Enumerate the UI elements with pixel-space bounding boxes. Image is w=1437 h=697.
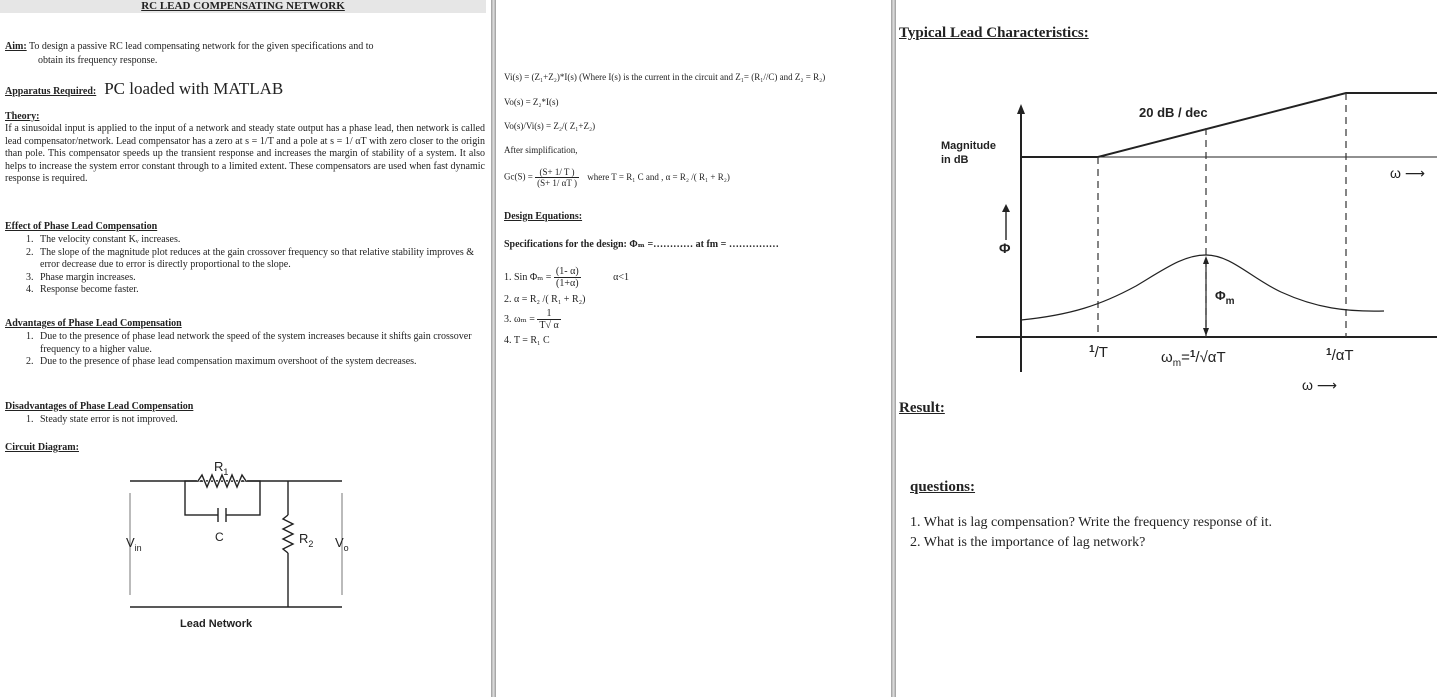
result-label: Result: [899, 400, 945, 416]
document-page-2 [496, 0, 891, 697]
effect-list [0, 234, 476, 297]
question-1: 1. What is lag compensation? Write the frequency response of it. [910, 515, 1273, 530]
de1-denominator: (1+α) [556, 278, 579, 289]
list-item: 2. The slope of the magnitude plot reduces at the gain crossover frequency so that relative stability improves & error decrease due to error is directly proportional to the slope. [36, 247, 476, 272]
advantages-list [0, 331, 486, 369]
gc-numerator: (S+ 1/ T ) [535, 167, 579, 178]
list-item: 2. Due to the presence of phase lead compensation maximum overshoot of the system decreases. [36, 356, 486, 369]
vin-label: $V_{in}$ [126, 535, 142, 553]
question-2: 2. What is the importance of lag network? [910, 535, 1146, 550]
design-eq-1 [504, 266, 629, 289]
magnitude-label-1: Magnitude [941, 140, 996, 152]
design-equations-label: Design Equations: [504, 211, 583, 222]
de3-lhs: 3. ωₘ = [504, 313, 538, 325]
r1-c-parallel-loop [185, 481, 260, 515]
gc-where: where T = R₁ C and , α = R₂ /( R₁ + R₂) [587, 171, 730, 182]
aim-line-2: obtain its frequency response. [38, 55, 158, 66]
questions-label: questions: [910, 479, 976, 495]
phi-label: Φ [999, 240, 1011, 256]
list-item: 3. Phase margin increases. [36, 272, 476, 285]
list-item: 1. The velocity constant Kᵥ increases. [36, 234, 476, 247]
list-item: 1. Due to the presence of phase lead network the speed of the system increases because it shifts gain crossover frequency to a higher value. [36, 331, 486, 356]
spec-line: Specifications for the design: Φₘ =………… at fm = …………… [504, 239, 779, 250]
advantages-label: Advantages of Phase Lead Compensation [5, 318, 182, 329]
de1-condition: α<1 [613, 271, 630, 283]
de1-lhs: 1. Sin Φₘ = [504, 271, 554, 283]
phi-arrowhead-icon [1002, 204, 1010, 212]
document-page-1 [0, 0, 491, 697]
gc-equation [504, 167, 730, 188]
r1-label: $R_1$ [214, 459, 229, 477]
title-bar [0, 0, 486, 13]
tick-1-over-t: $^1$/T [1089, 344, 1108, 361]
omega-arrow-label: ω ⟶ [1390, 165, 1425, 181]
gc-lhs: Gc(S) = [504, 171, 536, 182]
apparatus-label: Apparatus Required: [5, 86, 97, 97]
disadvantages-label: Disadvantages of Phase Lead Compensation [5, 401, 194, 412]
circuit-caption: Lead Network [180, 618, 253, 630]
theory-label: Theory: [5, 111, 40, 122]
phi-m-arrow-down-icon [1203, 328, 1209, 336]
circuit-label: Circuit Diagram: [5, 442, 79, 453]
equation-vi: Vi(s) = (Z₁+Z₂)*I(s) (Where I(s) is the current in the circuit and Z₁= (R₁//C) and Z₂ = R₂) [504, 72, 826, 82]
lead-characteristics-plot [896, 60, 1437, 400]
slope-label: 20 dB / dec [1139, 105, 1208, 120]
c-label: C [215, 530, 224, 544]
after-simplification: After simplification, [504, 145, 578, 155]
equation-transfer: Vo(s)/Vi(s) = Z₂/( Z₁+Z₂) [504, 121, 596, 131]
magnitude-curve [1021, 93, 1437, 157]
aim-line-1: To design a passive RC lead compensating network for the given specifications and to [29, 41, 374, 52]
omega-axis-label: ω ⟶ [1302, 377, 1337, 393]
resistor-r2-icon [283, 515, 293, 553]
axis-arrow-icon [1017, 104, 1025, 114]
design-eq-2: 2. α = R₂ /( R₁ + R₂) [504, 294, 586, 305]
list-item: 4. Response become faster. [36, 284, 476, 297]
document-page-3 [896, 0, 1437, 697]
effect-label: Effect of Phase Lead Compensation [5, 221, 158, 232]
de1-numerator: (1- α) [555, 266, 579, 277]
disadvantages-list [0, 414, 476, 427]
phase-curve [1021, 255, 1384, 320]
equation-vo: Vo(s) = Z₂*I(s) [504, 97, 559, 107]
r2-label: $R_2$ [299, 531, 314, 549]
gc-denominator: (S+ 1/ αT ) [537, 178, 577, 188]
tick-1-over-alpha-t: $^1$/αT [1326, 347, 1354, 364]
document-title: RC LEAD COMPENSATING NETWORK [141, 0, 345, 12]
theory-paragraph: If a sinusoidal input is applied to the input of a network and steady state output has a phase lead, then network is called lead compensator/network. Lead compensator has a zero at s = 1/T and a pole at s = 1/ αT with zero closer to the origin than pole. This compensator speeds up the transient response and increases the margin of stability of a system. It also helps to increase the system error constant through to a limited extent. These compensators are used when fast dynamic response is required. [5, 123, 485, 184]
design-eq-3 [504, 308, 561, 331]
tick-omega-m: $\omega_m=^1/√\alpha T$ [1161, 349, 1226, 369]
lead-characteristics-label: Typical Lead Characteristics: [899, 25, 1089, 41]
magnitude-label-2: in dB [941, 154, 969, 166]
apparatus-block [5, 79, 283, 99]
design-eq-4: 4. T = R₁ C [504, 335, 550, 346]
aim-block [5, 41, 374, 52]
lead-network-circuit-diagram [110, 455, 370, 635]
de3-denominator: T√ α [539, 320, 559, 331]
vo-label: $V_o$ [335, 535, 349, 553]
aim-label: Aim: [5, 41, 27, 52]
phi-m-label: $\Phi_m$ [1215, 288, 1235, 307]
apparatus-value: PC loaded with MATLAB [104, 79, 284, 98]
list-item: 1. Steady state error is not improved. [36, 414, 476, 427]
phi-m-arrow-up-icon [1203, 256, 1209, 264]
de3-numerator: 1 [537, 308, 560, 320]
